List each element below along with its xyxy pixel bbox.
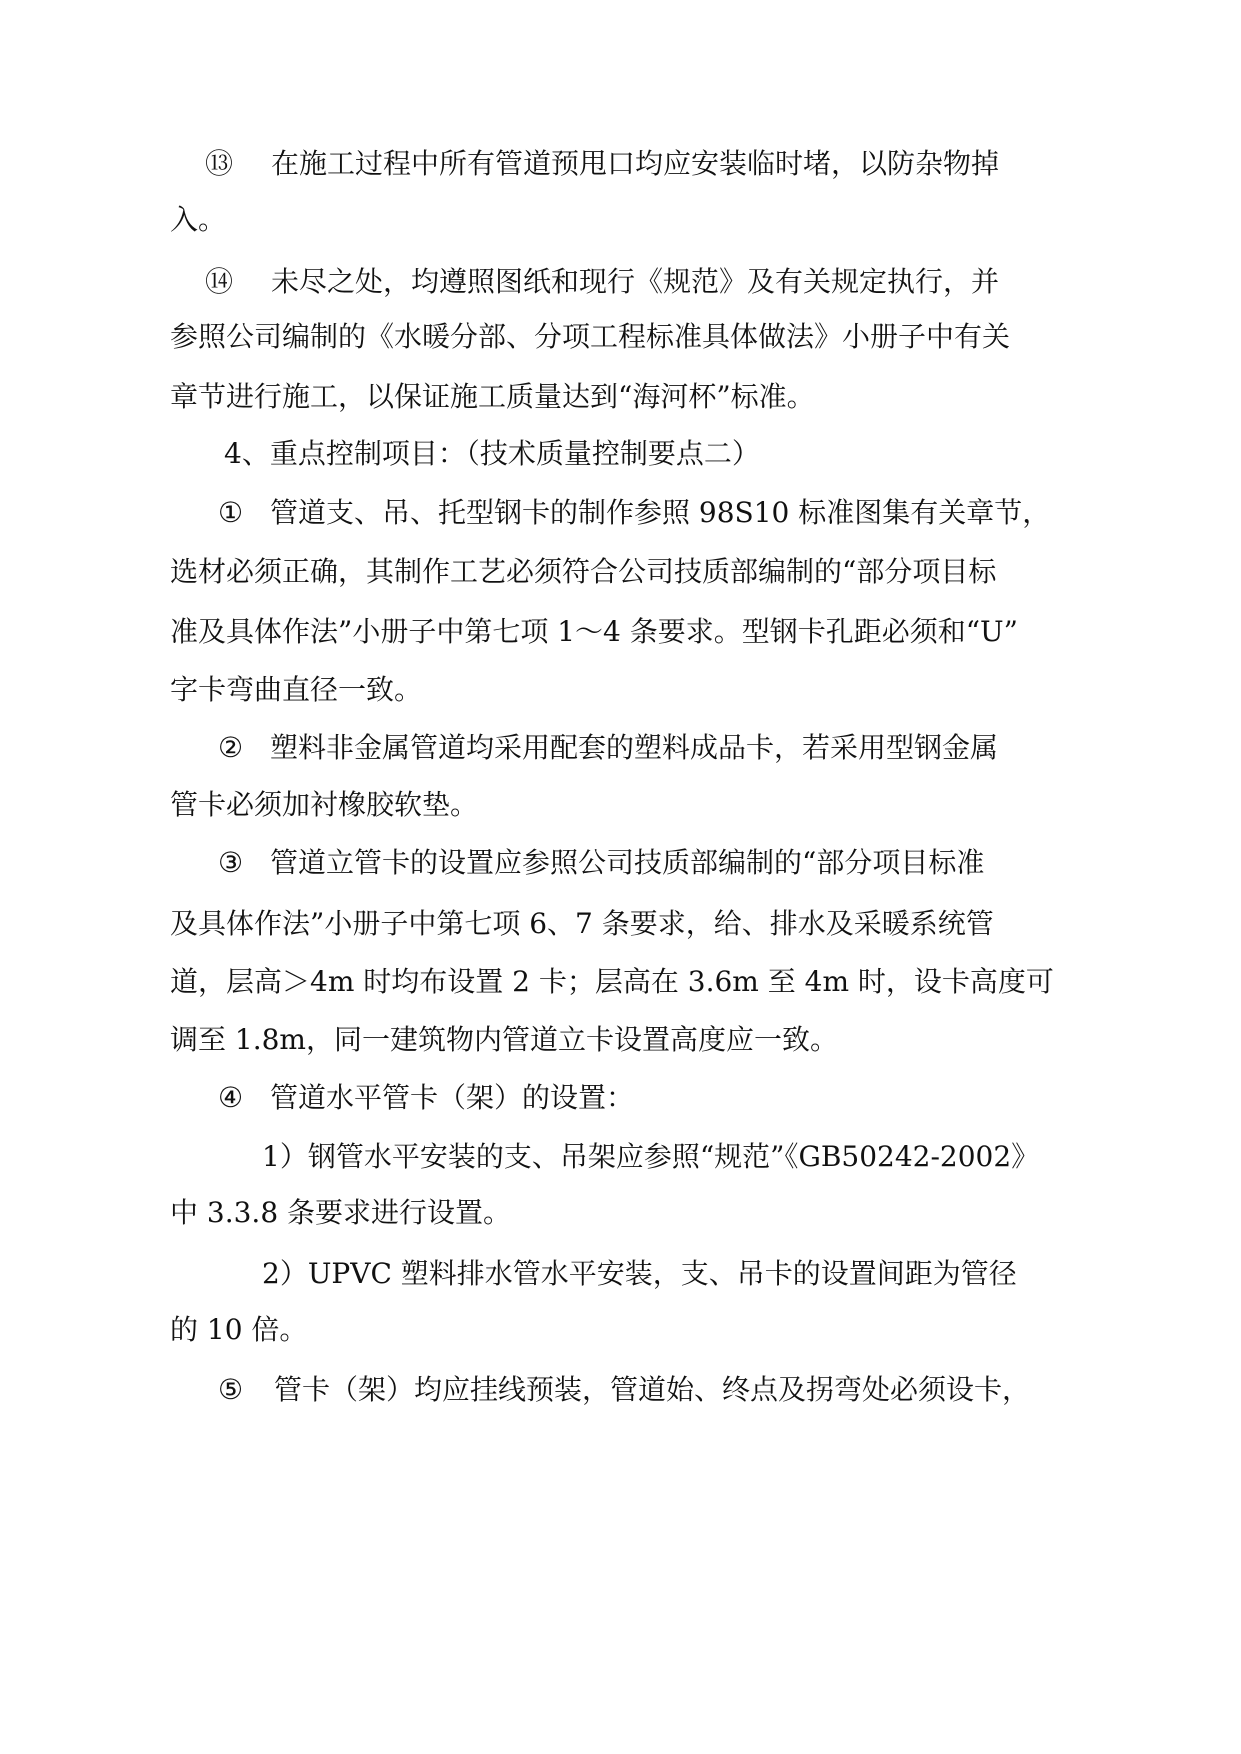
paragraph-line xyxy=(262,1137,1241,1177)
line-text: 字卡弯曲直径一致。 xyxy=(170,673,423,706)
paragraph-line xyxy=(170,670,1241,710)
line-text: 管道水平管卡（架）的设置： xyxy=(270,1081,635,1114)
line-text: 入。 xyxy=(170,203,227,236)
paragraph-line xyxy=(205,262,1241,302)
paragraph-line xyxy=(170,904,1241,944)
line-text: 及具体作法”小册子中第七项 6、7 条要求，给、排水及采暖系统管 xyxy=(170,907,994,940)
line-text: 章节进行施工，以保证施工质量达到“海河杯”标准。 xyxy=(170,380,815,413)
paragraph-line xyxy=(170,552,1241,592)
paragraph-line xyxy=(170,1193,1241,1233)
line-text: 塑料非金属管道均采用配套的塑料成品卡，若采用型钢金属 xyxy=(270,731,999,764)
paragraph-line xyxy=(170,612,1241,652)
paragraph-line xyxy=(170,785,1241,825)
line-text: 在施工过程中所有管道预甩口均应安装临时堵，以防杂物掉 xyxy=(271,147,1000,180)
paragraph-line xyxy=(218,1078,1241,1118)
line-text: 未尽之处，均遵照图纸和现行《规范》及有关规定执行，并 xyxy=(271,265,1000,298)
paragraph-line xyxy=(170,1020,1241,1060)
line-text: 2）UPVC 塑料排水管水平安装，支、吊卡的设置间距为管径 xyxy=(262,1257,1017,1290)
line-text: 中 3.3.8 条要求进行设置。 xyxy=(170,1196,512,1229)
line-text: 1）钢管水平安装的支、吊架应参照“规范”《GB50242-2002》 xyxy=(262,1140,1040,1173)
line-text: 参照公司编制的《水暖分部、分项工程标准具体做法》小册子中有关 xyxy=(170,320,1011,353)
line-text: 管卡必须加衬橡胶软垫。 xyxy=(170,788,479,821)
paragraph-line xyxy=(170,962,1241,1002)
item-marker: ④ xyxy=(218,1081,244,1114)
paragraph-line xyxy=(170,377,1241,417)
line-text: 选材必须正确，其制作工艺必须符合公司技质部编制的“部分项目标 xyxy=(170,555,997,588)
paragraph-line xyxy=(205,144,1241,184)
section-heading xyxy=(224,434,1241,474)
line-text: 调至 1.8m，同一建筑物内管道立卡设置高度应一致。 xyxy=(170,1023,838,1056)
paragraph-line xyxy=(218,493,1241,533)
line-text: 管道立管卡的设置应参照公司技质部编制的“部分项目标准 xyxy=(270,846,985,879)
paragraph-line xyxy=(218,728,1241,768)
line-text: 管道支、吊、托型钢卡的制作参照 98S10 标准图集有关章节， xyxy=(270,496,1051,529)
paragraph-line xyxy=(262,1254,1241,1294)
line-text: 的 10 倍。 xyxy=(170,1313,308,1346)
item-marker: ⑤ xyxy=(218,1373,244,1406)
line-text: 准及具体作法”小册子中第七项 1～4 条要求。型钢卡孔距必须和“U” xyxy=(170,615,1018,648)
line-text: 4、重点控制项目：（技术质量控制要点二） xyxy=(224,437,760,470)
paragraph-line xyxy=(170,1310,1241,1350)
item-marker: ② xyxy=(218,731,244,764)
line-text: 道，层高＞4m 时均布设置 2 卡；层高在 3.6m 至 4m 时，设卡高度可 xyxy=(170,965,1054,998)
item-marker: ⑬ xyxy=(205,147,234,180)
paragraph-line xyxy=(218,843,1241,883)
paragraph-line xyxy=(170,200,1241,240)
item-marker: ① xyxy=(218,496,244,529)
item-marker: ⑭ xyxy=(205,265,234,298)
paragraph-line xyxy=(170,317,1241,357)
line-text: 管卡（架）均应挂线预装，管道始、终点及拐弯处必须设卡， xyxy=(274,1373,1031,1406)
item-marker: ③ xyxy=(218,846,244,879)
paragraph-line xyxy=(218,1370,1241,1410)
